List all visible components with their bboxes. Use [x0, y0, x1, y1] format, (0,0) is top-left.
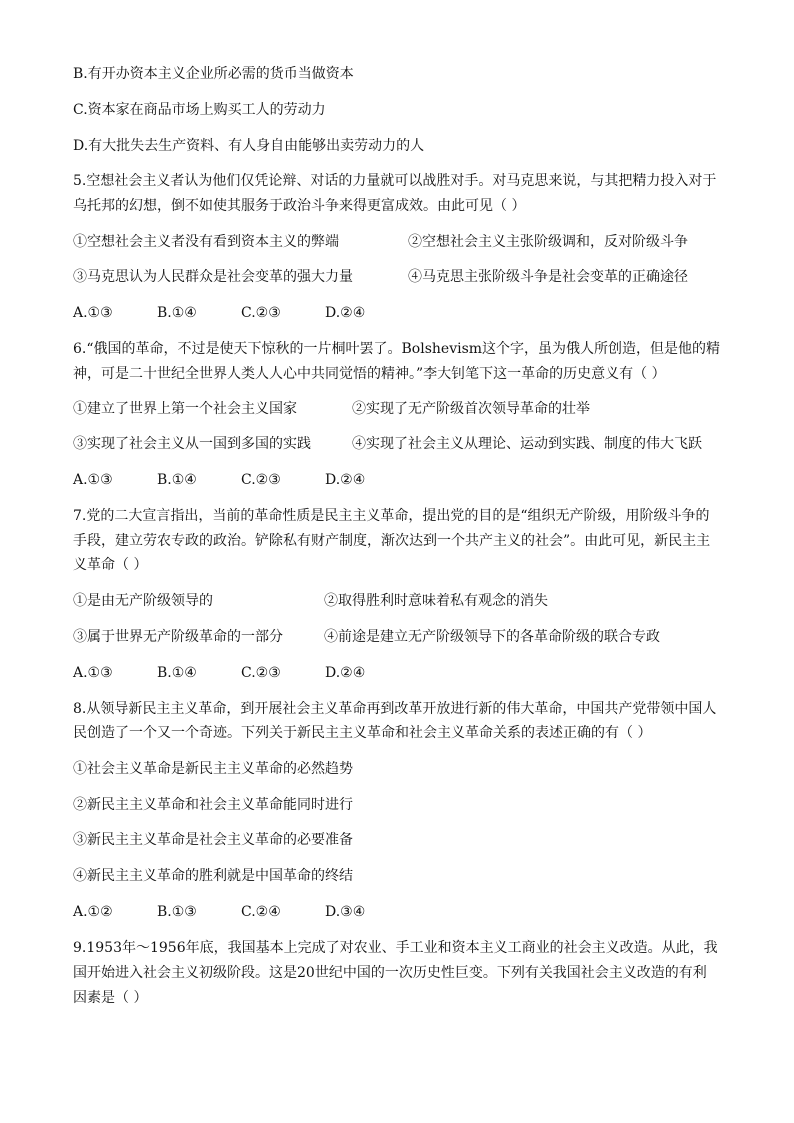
q4-option-b: B.有开办资本主义企业所必需的货币当做资本 [73, 66, 354, 82]
q5-statement-4: ④马克思主张阶级斗争是社会变革的正确途径 [408, 269, 688, 285]
q5-statement-2: ②空想社会主义主张阶级调和，反对阶级斗争 [408, 234, 688, 250]
q6-statement-1: ①建立了世界上第一个社会主义国家 [73, 401, 297, 417]
q7-statement-3: ③属于世界无产阶级革命的一部分 [73, 629, 283, 645]
q7-statement-2: ②取得胜利时意味着私有观念的消失 [324, 593, 548, 609]
q8-statement-3: ③新民主主义革命是社会主义革命的必要准备 [73, 832, 353, 848]
q9-stem-line1: 9.1953年～1956年底，我国基本上完成了对农业、手工业和资本主义工商业的社会主义改造。从此，我 [73, 940, 718, 956]
q7-choices [73, 664, 365, 682]
q5-statement-1: ①空想社会主义者没有看到资本主义的弊端 [73, 234, 339, 250]
q6-choices [73, 471, 365, 489]
q6-choice-a: A.①③ [73, 472, 113, 488]
q5-choice-c: C.②③ [241, 305, 281, 321]
q4-option-c: C.资本家在商品市场上购买工人的劳动力 [73, 102, 326, 118]
q4-option-d: D.有大批失去生产资料、有人身自由能够出卖劳动力的人 [73, 138, 425, 154]
q6-stem-line1: 6.“俄国的革命，不过是使天下惊秋的一片桐叶罢了。Bolshevism这个字，虽为俄人所创造，但是他的精 [73, 341, 721, 357]
q7-choice-d: D.②④ [325, 665, 366, 681]
q7-choice-a: A.①③ [73, 665, 113, 681]
q7-statement-1: ①是由无产阶级领导的 [73, 593, 213, 609]
q6-choice-b: B.①④ [157, 472, 197, 488]
q8-choice-a: A.①② [73, 904, 113, 920]
q8-statement-1: ①社会主义革命是新民主主义革命的必然趋势 [73, 761, 353, 777]
q9-stem-line2: 国开始进入社会主义初级阶段。这是20世纪中国的一次历史性巨变。下列有关我国社会主义改造的有利 [73, 965, 707, 981]
q6-choice-c: C.②③ [241, 472, 281, 488]
q7-stem-line2: 手段，建立劳农专政的政治。铲除私有财产制度，渐次达到一个共产主义的社会”。由此可见，新民主主 [73, 533, 711, 549]
q5-choices [73, 304, 365, 322]
q8-choice-d: D.③④ [325, 904, 366, 920]
q8-choices [73, 903, 365, 921]
q5-stem-line1: 5.空想社会主义者认为他们仅凭论辩、对话的力量就可以战胜对手。对马克思来说，与其把精力投入对于 [73, 173, 717, 189]
q6-stem-line2: 神，可是二十世纪全世界人类人人心中共同觉悟的精神。”李大钊笔下这一革命的历史意义有（ ） [73, 366, 666, 382]
q8-choice-b: B.①③ [157, 904, 197, 920]
q6-statement-2: ②实现了无产阶级首次领导革命的壮举 [352, 401, 590, 417]
q5-stem-line2: 乌托邦的幻想，倒不如使其服务于政治斗争来得更富成效。由此可见（ ） [73, 198, 526, 214]
q5-statement-3: ③马克思认为人民群众是社会变革的强大力量 [73, 269, 353, 285]
q8-statement-2: ②新民主主义革命和社会主义革命能同时进行 [73, 797, 353, 813]
q7-choice-b: B.①④ [157, 665, 197, 681]
q5-choice-a: A.①③ [73, 305, 113, 321]
q5-choice-d: D.②④ [325, 305, 366, 321]
q7-choice-c: C.②③ [241, 665, 281, 681]
q6-statement-4: ④实现了社会主义从理论、运动到实践、制度的伟大飞跃 [352, 436, 702, 452]
q9-stem-line3: 因素是（ ） [73, 990, 148, 1006]
q7-stem-line1: 7.党的二大宣言指出，当前的革命性质是民主主义革命，提出党的目的是“组织无产阶级，用阶级斗争的 [73, 508, 710, 524]
q6-statement-3: ③实现了社会主义从一国到多国的实践 [73, 436, 311, 452]
q7-stem-line3: 义革命（ ） [73, 557, 148, 573]
q7-statement-4: ④前途是建立无产阶级领导下的各革命阶级的联合专政 [324, 629, 660, 645]
q6-choice-d: D.②④ [325, 472, 366, 488]
q8-stem-line1: 8.从领导新民主主义革命，到开展社会主义革命再到改革开放进行新的伟大革命，中国共产党带领中国人 [73, 701, 717, 717]
q8-stem-line2: 民创造了一个又一个奇迹。下列关于新民主主义革命和社会主义革命关系的表述正确的有（ ） [73, 725, 652, 741]
q8-choice-c: C.②④ [241, 904, 281, 920]
q5-choice-b: B.①④ [157, 305, 197, 321]
q8-statement-4: ④新民主主义革命的胜利就是中国革命的终结 [73, 868, 353, 884]
